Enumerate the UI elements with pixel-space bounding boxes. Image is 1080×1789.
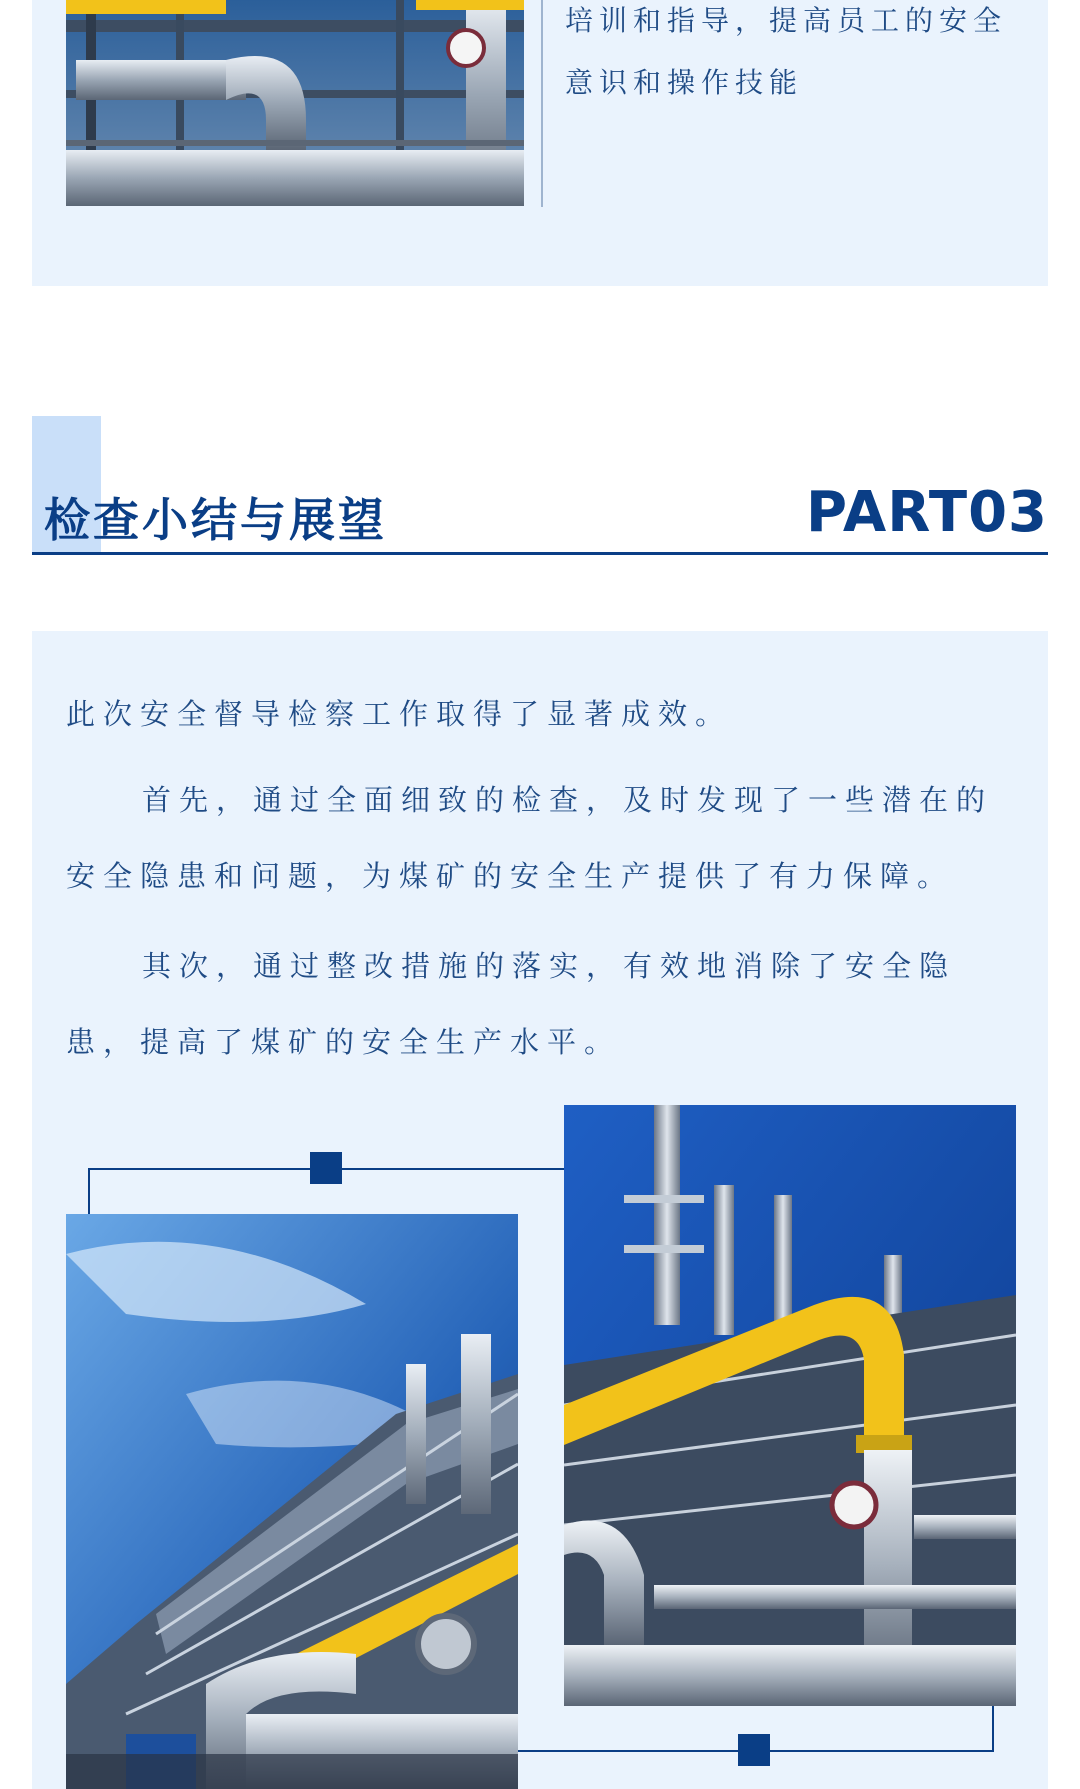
section-title: 检查小结与展望 bbox=[44, 493, 387, 547]
summary-paragraph-1: 此次安全督导检察工作取得了显著成效。 bbox=[66, 697, 733, 731]
frame-line-right bbox=[992, 1706, 994, 1752]
frame-line-left bbox=[88, 1168, 90, 1214]
industrial-pipes-photo-right bbox=[564, 1105, 1016, 1706]
frame-square-top bbox=[310, 1152, 342, 1184]
top-panel-text: 培训和指导，提高员工的安全意识和操作技能 bbox=[565, 4, 1008, 99]
summary-paragraph-3: 其次，通过整改措施的落实，有效地消除了安全隐患，提高了煤矿的安全生产水平。 bbox=[66, 949, 957, 1059]
section-part-number: PART03 bbox=[806, 480, 1048, 545]
section-underline bbox=[32, 552, 1048, 555]
divider-line bbox=[541, 0, 543, 207]
summary-paragraph-2: 首先，通过全面细致的检查，及时发现了一些潜在的安全隐患和问题，为煤矿的安全生产提供了有力保障。 bbox=[66, 783, 994, 893]
frame-square-bottom bbox=[738, 1734, 770, 1766]
industrial-structure-photo-left bbox=[66, 1214, 518, 1789]
industrial-pipes-photo-top bbox=[66, 0, 524, 206]
